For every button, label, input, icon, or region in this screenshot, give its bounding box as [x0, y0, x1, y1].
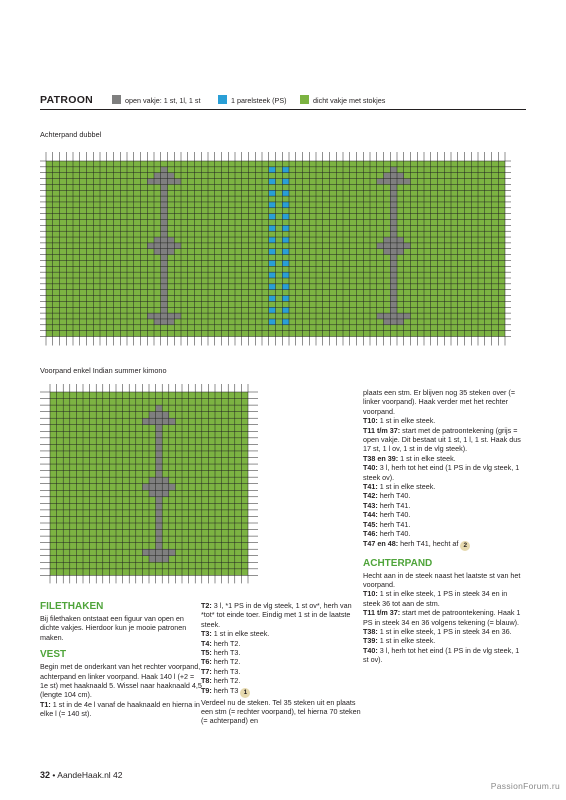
left-arrow-motif-cell [161, 278, 168, 284]
row-instruction-t40: T40: 3 l, herh tot het eind (1 PS in de vlg steek, 1 steek ov). [363, 463, 520, 482]
right-arrow-motif-cell [377, 243, 384, 249]
row-instruction-t47-48: T47 en 48: herh T41, hecht af 2 [363, 539, 526, 551]
front-arrow-motif-cell [156, 510, 163, 517]
right-arrow-motif-cell [377, 313, 384, 319]
left-arrow-motif-cell [161, 225, 168, 231]
green-swatch-icon [300, 95, 309, 104]
front-arrow-motif-cell [156, 523, 163, 530]
left-arrow-motif-cell [161, 184, 168, 190]
pearl-stitch-cell [269, 190, 276, 196]
paragraph-filethaken: Bij filethaken ontstaat een figuur van open en dichte vakjes. Hierdoor kun je mooie patronen maken. [40, 614, 187, 642]
back-panel-chart [40, 150, 526, 348]
front-arrow-motif-cell [149, 418, 156, 425]
front-arrow-motif-cell [162, 477, 169, 484]
left-arrow-motif-cell [161, 255, 168, 261]
pearl-stitch-cell [282, 225, 289, 231]
pearl-stitch-cell [282, 307, 289, 313]
pearl-stitch-cell [269, 214, 276, 220]
paragraph-continue: plaats een stm. Er blijven nog 35 steken over (= linker voorpand). Haak verder met het rechter voorpand. [363, 388, 516, 416]
left-arrow-motif-cell [154, 237, 161, 243]
left-arrow-motif-cell [161, 202, 168, 208]
chart-back-caption: Achterpand dubbel [40, 130, 102, 139]
front-arrow-motif-cell [156, 503, 163, 510]
left-arrow-motif-cell [168, 313, 175, 319]
front-arrow-motif-cell [156, 444, 163, 451]
pearl-stitch-cell [269, 249, 276, 255]
front-arrow-motif-cell [156, 425, 163, 432]
front-arrow-motif-cell [156, 477, 163, 484]
front-arrow-motif-cell [149, 549, 156, 556]
pearl-stitch-cell [282, 296, 289, 302]
front-arrow-motif-cell [156, 543, 163, 550]
right-arrow-motif-cell [397, 237, 404, 243]
front-arrow-motif-cell [156, 451, 163, 458]
row-instruction-t44: T44: herh T40. [363, 510, 411, 520]
pearl-stitch-cell [282, 214, 289, 220]
front-arrow-motif-cell [156, 418, 163, 425]
step-badge-2: 2 [460, 541, 470, 551]
front-arrow-motif-cell [162, 490, 169, 497]
front-arrow-motif-cell [156, 412, 163, 419]
left-arrow-motif-cell [168, 173, 175, 179]
right-arrow-motif-cell [390, 272, 397, 278]
front-arrow-motif-cell [156, 556, 163, 563]
right-arrow-motif-cell [390, 167, 397, 173]
right-arrow-motif-cell [390, 196, 397, 202]
row-instruction-t11-37: T11 t/m 37: start met de patroontekening (grijs = open vakje. Dit bestaat uit 1 st, 1 l, 1 st. Haak dus 17 st, 1 l ov, 1 st in de vlg steek). [363, 425, 521, 454]
front-arrow-motif-cell [156, 497, 163, 504]
left-arrow-motif-cell [154, 249, 161, 255]
right-arrow-motif-cell [390, 184, 397, 190]
front-arrow-motif-cell [156, 516, 163, 523]
left-arrow-motif-cell [161, 266, 168, 272]
pearl-stitch-cell [282, 190, 289, 196]
front-arrow-motif-cell [162, 556, 169, 563]
right-arrow-motif-cell [384, 237, 391, 243]
left-arrow-motif-cell [161, 214, 168, 220]
pearl-stitch-cell [269, 272, 276, 278]
right-arrow-motif-cell [390, 313, 397, 319]
front-arrow-motif-cell [149, 490, 156, 497]
row-instruction-t46: T46: herh T40. [363, 529, 411, 539]
left-arrow-motif-cell [161, 196, 168, 202]
left-arrow-motif-cell [161, 231, 168, 237]
front-arrow-motif-cell [149, 477, 156, 484]
right-arrow-motif-cell [390, 278, 397, 284]
front-arrow-motif-cell [156, 464, 163, 471]
legend-closed-cell [300, 95, 385, 105]
front-arrow-motif-cell [149, 412, 156, 419]
pearl-stitch-cell [269, 202, 276, 208]
left-arrow-motif-cell [161, 173, 168, 179]
left-arrow-motif-cell [147, 243, 154, 249]
right-arrow-motif-cell [390, 237, 397, 243]
pearl-stitch-cell [269, 237, 276, 243]
text-column-1 [40, 601, 203, 719]
row-instruction-t8: T8: herh T2. [201, 676, 241, 686]
left-arrow-motif-cell [161, 296, 168, 302]
left-arrow-motif-cell [161, 237, 168, 243]
front-arrow-motif-cell [162, 549, 169, 556]
left-arrow-motif-cell [161, 243, 168, 249]
front-arrow-motif-cell [149, 484, 156, 491]
left-arrow-motif-cell [154, 243, 161, 249]
right-arrow-motif-cell [390, 255, 397, 261]
front-arrow-motif-cell [156, 438, 163, 445]
heading-vest: VEST [40, 649, 67, 661]
right-arrow-motif-cell [384, 173, 391, 179]
right-arrow-motif-cell [390, 190, 397, 196]
right-arrow-motif-cell [390, 319, 397, 325]
right-arrow-motif-cell [390, 266, 397, 272]
left-arrow-motif-cell [161, 307, 168, 313]
row-instruction-t4: T4: herh T2. [201, 638, 241, 648]
right-arrow-motif-cell [404, 179, 411, 185]
right-arrow-motif-cell [384, 313, 391, 319]
paragraph-divide-stitches: Verdeel nu de steken. Tel 35 steken uit en plaats een stm (= rechter voorpand), tel hierna 70 steken (= achterpand) en [201, 697, 361, 726]
left-arrow-motif-cell [147, 313, 154, 319]
row-instruction-back-t39: T39: 1 st in elke steek. [363, 636, 436, 646]
front-arrow-motif-cell [156, 431, 163, 438]
row-instruction-t42: T42: herh T40. [363, 491, 411, 501]
front-arrow-motif-cell [156, 405, 163, 412]
pattern-legend-title: PATROON [40, 94, 94, 106]
left-arrow-motif-cell [174, 243, 181, 249]
left-arrow-motif-cell [161, 260, 168, 266]
right-arrow-motif-cell [397, 173, 404, 179]
page-footer [40, 770, 123, 780]
left-arrow-motif-cell [161, 301, 168, 307]
front-arrow-motif-cell [162, 484, 169, 491]
right-arrow-motif-cell [397, 249, 404, 255]
paragraph-vest: Begin met de onderkant van het rechter voorpand, achterpand en linker voorpand. Haak 140 l (+2 = 1e st) met haaknaald 5. Wissel naar haaknaald 4,5 (lengte 104 cm). [40, 662, 202, 700]
blue-swatch-icon [218, 95, 227, 104]
row-instruction-t41: T41: 1 st in elke steek. [363, 482, 436, 492]
right-arrow-motif-cell [397, 313, 404, 319]
right-arrow-motif-cell [397, 179, 404, 185]
row-instruction-t45: T45: herh T41. [363, 519, 411, 529]
right-arrow-motif-cell [390, 249, 397, 255]
chart-front-caption: Voorpand enkel Indian summer kimono [40, 366, 167, 375]
left-arrow-motif-cell [161, 220, 168, 226]
pearl-stitch-cell [282, 319, 289, 325]
right-arrow-motif-cell [390, 225, 397, 231]
right-arrow-motif-cell [390, 231, 397, 237]
left-arrow-motif-cell [168, 243, 175, 249]
right-arrow-motif-cell [384, 179, 391, 185]
page-number: 32 [40, 770, 51, 780]
left-arrow-motif-cell [161, 319, 168, 325]
left-arrow-motif-cell [168, 179, 175, 185]
front-arrow-motif-cell [156, 471, 163, 478]
left-arrow-motif-cell [154, 179, 161, 185]
text-column-3 [363, 388, 526, 665]
right-arrow-motif-cell [390, 307, 397, 313]
front-arrow-motif-cell [162, 418, 169, 425]
row-instruction-t38-39: T38 en 39: 1 st in elke steek. [363, 453, 456, 463]
left-arrow-motif-cell [154, 319, 161, 325]
right-arrow-motif-cell [390, 296, 397, 302]
left-arrow-motif-cell [174, 179, 181, 185]
left-arrow-motif-cell [161, 249, 168, 255]
front-arrow-motif-cell [169, 418, 176, 425]
legend-open-cell [112, 95, 201, 105]
left-arrow-motif-cell [168, 319, 175, 325]
front-panel-chart [40, 384, 260, 579]
left-arrow-motif-cell [161, 272, 168, 278]
pearl-stitch-cell [269, 319, 276, 325]
front-arrow-motif-cell [169, 549, 176, 556]
legend-open-label: open vakje: 1 st, 1l, 1 st [125, 96, 201, 105]
left-arrow-motif-cell [161, 190, 168, 196]
row-instruction-t5: T5: herh T3. [201, 648, 241, 658]
left-arrow-motif-cell [154, 313, 161, 319]
pearl-stitch-cell [282, 167, 289, 173]
right-arrow-motif-cell [384, 319, 391, 325]
pearl-stitch-cell [282, 249, 289, 255]
pearl-stitch-cell [269, 296, 276, 302]
right-arrow-motif-cell [390, 290, 397, 296]
legend-pearl-label: 1 parelsteek (PS) [231, 96, 287, 105]
left-arrow-motif-cell [161, 290, 168, 296]
row-instruction-t1: T1: 1 st in de 4e l vanaf de haaknaald en hierna in elke l (= 140 st). [40, 699, 200, 719]
left-arrow-motif-cell [168, 237, 175, 243]
front-arrow-motif-cell [156, 490, 163, 497]
row-instruction-t7: T7: herh T3. [201, 666, 241, 676]
row-instruction-t9: T9: herh T3 1 [201, 686, 364, 698]
step-badge-1: 1 [240, 688, 250, 698]
row-instruction-t2: T2: 3 l, *1 PS in de vlg steek, 1 st ov*, herh van *tot* tot einde toer. Eindig met 1 st in de laatste steek. [201, 601, 352, 629]
right-arrow-motif-cell [384, 249, 391, 255]
heading-filethaken: FILETHAKEN [40, 601, 104, 612]
right-arrow-motif-cell [390, 179, 397, 185]
footer-separator: • [52, 770, 56, 780]
front-arrow-motif-cell [156, 536, 163, 543]
pearl-stitch-cell [269, 179, 276, 185]
pearl-stitch-cell [269, 307, 276, 313]
left-arrow-motif-cell [161, 284, 168, 290]
left-arrow-motif-cell [154, 173, 161, 179]
pearl-stitch-cell [269, 167, 276, 173]
right-arrow-motif-cell [390, 202, 397, 208]
left-arrow-motif-cell [161, 179, 168, 185]
legend-divider [40, 109, 526, 110]
front-arrow-motif-cell [162, 412, 169, 419]
pearl-stitch-cell [282, 284, 289, 290]
row-instruction-t6: T6: herh T2. [201, 657, 241, 667]
pearl-stitch-cell [269, 225, 276, 231]
front-arrow-motif-cell [149, 556, 156, 563]
watermark: PassionForum.ru [490, 781, 560, 791]
heading-achterpand: ACHTERPAND [363, 557, 433, 569]
right-arrow-motif-cell [404, 313, 411, 319]
pearl-stitch-cell [269, 284, 276, 290]
pearl-stitch-cell [282, 272, 289, 278]
right-arrow-motif-cell [390, 243, 397, 249]
pearl-stitch-cell [269, 260, 276, 266]
legend-pearl-stitch [218, 95, 287, 105]
right-arrow-motif-cell [390, 301, 397, 307]
row-instruction-back-t11-37: T11 t/m 37: start met de patroontekening. Haak 1 PS in steek 34 en 36 volgens tekening (= blauw). [363, 608, 521, 627]
left-arrow-motif-cell [147, 179, 154, 185]
text-column-2 [201, 601, 364, 726]
row-instruction-t43: T43: herh T41. [363, 500, 411, 510]
grey-swatch-icon [112, 95, 121, 104]
row-instruction-back-t38: T38: 1 st in elke steek, 1 PS in steek 34 en 36. [363, 626, 512, 636]
right-arrow-motif-cell [390, 284, 397, 290]
front-arrow-motif-cell [142, 484, 149, 491]
pearl-stitch-cell [282, 260, 289, 266]
right-arrow-motif-cell [397, 319, 404, 325]
row-instruction-t3: T3: 1 st in elke steek. [201, 629, 270, 639]
front-arrow-motif-cell [169, 484, 176, 491]
right-arrow-motif-cell [404, 243, 411, 249]
legend-closed-label: dicht vakje met stokjes [313, 96, 386, 105]
row-instruction-back-t40: T40: 3 l, herh tot het eind (1 PS in de vlg steek, 1 st ov). [363, 645, 520, 665]
front-arrow-motif-cell [156, 458, 163, 465]
left-arrow-motif-cell [168, 249, 175, 255]
front-arrow-motif-cell [156, 549, 163, 556]
front-arrow-motif-cell [142, 549, 149, 556]
left-arrow-motif-cell [161, 313, 168, 319]
right-arrow-motif-cell [384, 243, 391, 249]
front-arrow-motif-cell [156, 530, 163, 537]
front-arrow-motif-cell [142, 418, 149, 425]
row-instruction-t10: T10: 1 st in elke steek. [363, 416, 436, 426]
right-arrow-motif-cell [390, 260, 397, 266]
right-arrow-motif-cell [390, 214, 397, 220]
pearl-stitch-cell [282, 237, 289, 243]
left-arrow-motif-cell [161, 208, 168, 214]
pearl-stitch-cell [282, 179, 289, 185]
left-arrow-motif-cell [174, 313, 181, 319]
row-instruction-back-t10: T10: 1 st in elke steek, 1 PS in steek 34 en in steek 36 tot aan de stm. [363, 589, 508, 608]
right-arrow-motif-cell [390, 220, 397, 226]
right-arrow-motif-cell [390, 208, 397, 214]
paragraph-achterpand: Hecht aan in de steek naast het laatste st van het voorpand. [363, 570, 521, 589]
right-arrow-motif-cell [397, 243, 404, 249]
left-arrow-motif-cell [161, 167, 168, 173]
right-arrow-motif-cell [390, 173, 397, 179]
front-arrow-motif-cell [156, 484, 163, 491]
right-arrow-motif-cell [377, 179, 384, 185]
pearl-stitch-cell [282, 202, 289, 208]
magazine-name: AandeHaak.nl 42 [57, 770, 123, 780]
